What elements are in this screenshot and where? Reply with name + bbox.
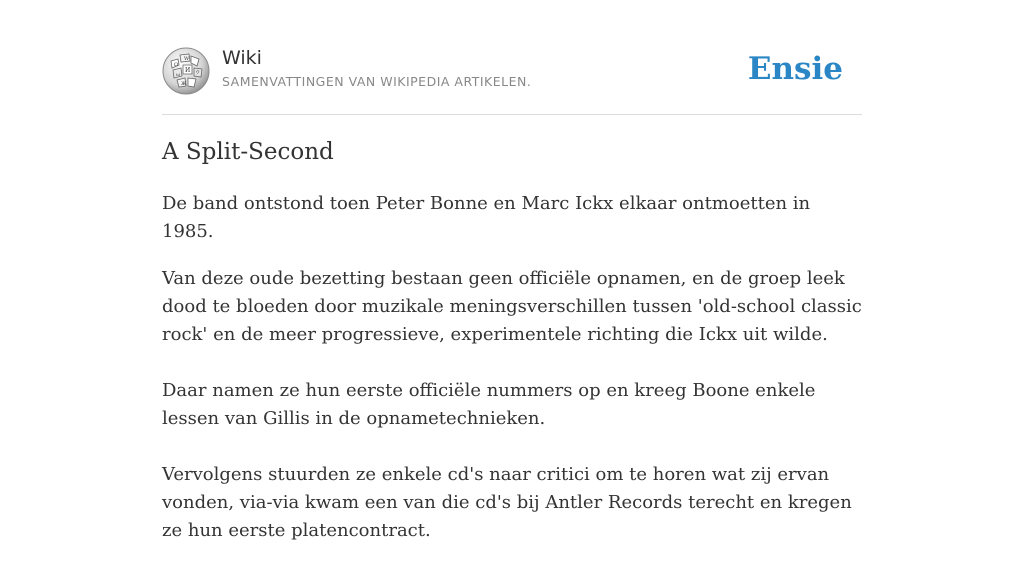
svg-text:ウ: ウ — [195, 70, 201, 76]
wikipedia-globe-icon[interactable] — [162, 47, 210, 95]
ensie-logo-link[interactable]: Ensie — [747, 51, 843, 87]
article-paragraph: De band ontstond toen Peter Bonne en Marc Ickx elkaar ontmoetten in 1985. — [162, 193, 811, 242]
article-paragraph: Van deze oude bezetting bestaan geen officiële opnamen, en de groep leek dood te bloeden door muzikale meningsverschillen tussen 'old-school classic rock' en de meer progressieve, experimentele richting die Ickx uit wilde. Daar namen ze hun eerste officiële nummers op en kreeg Boone enkele lessen van Gillis in de opnametechnieken. Vervolgens stuurden ze enkele cd's naar critici om te horen wat zij ervan vonden, via-via kwam een van die cd's bij Antler Records terecht en kregen ze hun eerste platencontract. — [162, 268, 862, 541]
svg-text:И: И — [185, 67, 191, 74]
svg-text:W: W — [184, 56, 190, 62]
article — [162, 136, 862, 564]
svg-text:Ж: Ж — [181, 81, 187, 87]
article-title: A Split-Second — [162, 139, 334, 165]
svg-text:Ω: Ω — [174, 62, 179, 68]
site-name[interactable]: Wiki — [222, 47, 262, 69]
svg-text:ω: ω — [176, 72, 181, 78]
site-tagline: SAMENVATTINGEN VAN WIKIPEDIA ARTIKELEN. — [222, 74, 532, 89]
site-header — [162, 44, 862, 115]
